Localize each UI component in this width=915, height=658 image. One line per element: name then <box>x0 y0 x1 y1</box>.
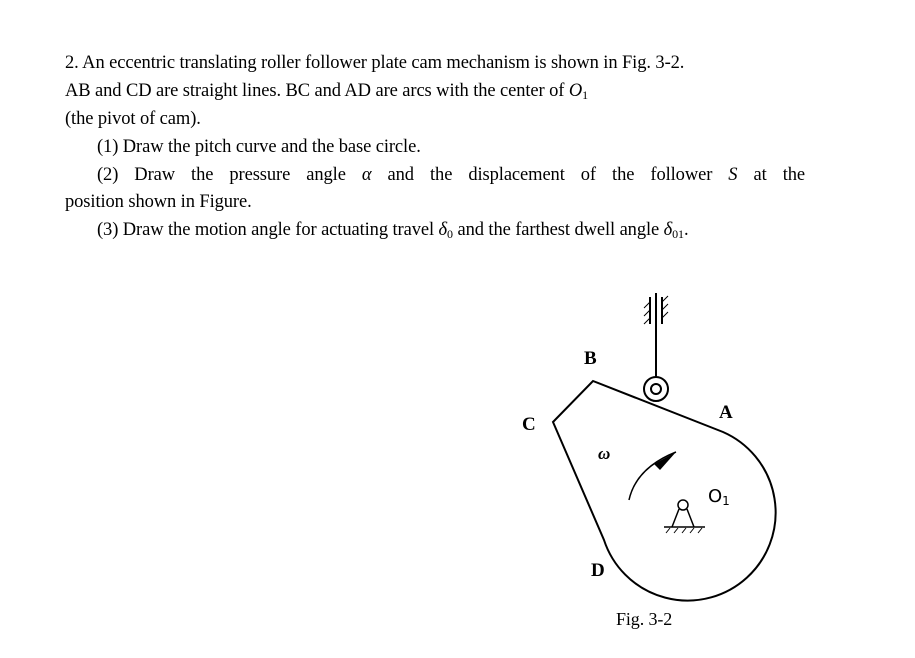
o1-symbol: O <box>568 81 583 101</box>
text: . <box>683 220 689 240</box>
figure-caption: Fig. 3-2 <box>616 609 673 629</box>
subscript: 1 <box>722 494 730 508</box>
question-2-continued: position shown in Figure. <box>65 192 252 212</box>
roller-outer <box>644 377 668 401</box>
text: and the displacement of the follower <box>387 165 729 185</box>
subscript: 1 <box>582 88 589 102</box>
label-c: C <box>522 414 536 435</box>
question-1: (1) Draw the pitch curve and the base circle. <box>97 137 421 157</box>
text: (2) Draw the pressure angle <box>97 165 362 185</box>
pivot-support <box>672 509 694 527</box>
subscript: 0 <box>447 227 453 241</box>
text: AB and CD are straight lines. BC and AD are arcs with the center of <box>65 81 569 101</box>
text: O <box>708 486 723 507</box>
roller-inner <box>651 384 661 394</box>
label-o1 <box>708 486 730 507</box>
problem-line-3: (the pivot of cam). <box>65 109 201 129</box>
pivot-o1 <box>678 500 688 510</box>
label-d: D <box>591 560 605 581</box>
cam-profile <box>553 381 776 601</box>
ground-hatching <box>666 528 702 533</box>
problem-line-1: 2. An eccentric translating roller follower plate cam mechanism is shown in Fig. 3-2. <box>65 53 685 73</box>
text: and the farthest dwell angle <box>452 220 664 240</box>
text: at the <box>753 165 805 185</box>
alpha-symbol: α <box>361 165 372 185</box>
delta-symbol: δ <box>663 220 673 240</box>
text: (3) Draw the motion angle for actuating travel <box>97 220 439 240</box>
label-b: B <box>584 348 597 369</box>
subscript: 01 <box>672 227 684 241</box>
s-symbol: S <box>728 165 738 185</box>
label-a: A <box>719 402 733 423</box>
omega-label: ω <box>598 444 611 463</box>
delta-symbol: δ <box>438 220 448 240</box>
